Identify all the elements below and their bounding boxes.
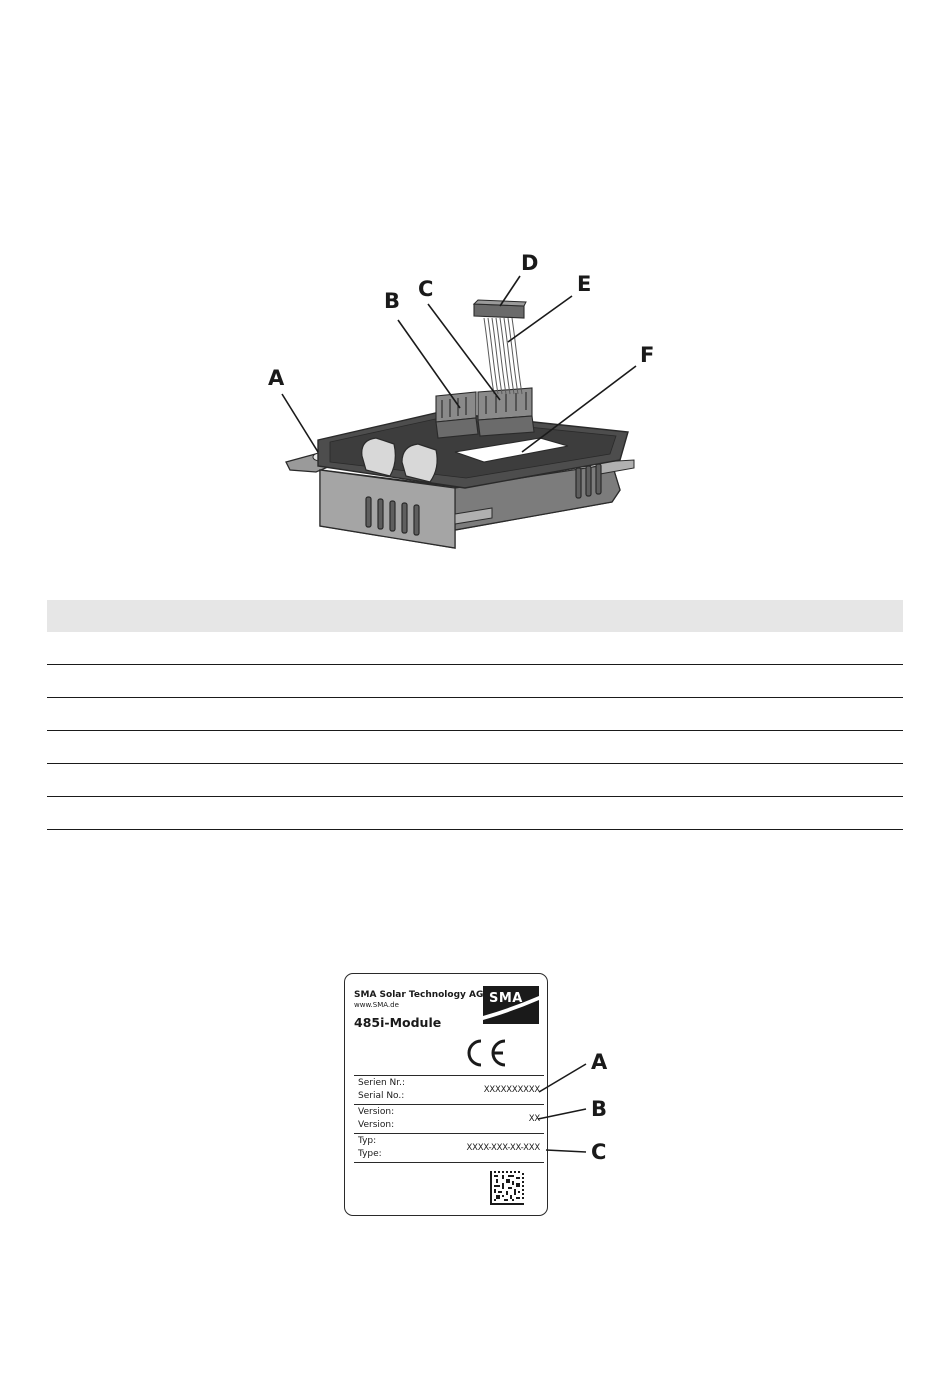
table-header-cell [47,600,186,632]
version-field [354,1104,544,1134]
table-row [47,698,903,731]
callout-d: D [521,251,539,275]
logo-text: SMA [489,991,523,1006]
label-callout-c: C [591,1140,607,1164]
serial-number-field [354,1075,544,1105]
field-label-en: Type: [358,1149,382,1159]
callout-e: E [577,272,592,296]
type-field [354,1133,544,1163]
table-row [47,764,903,797]
manufacturer-website: www.SMA.de [354,1001,399,1009]
field-divider [354,1162,544,1163]
type-label-figure [344,973,550,1218]
callout-c: C [418,277,434,301]
callout-a: A [268,366,285,390]
field-label-en: Version: [358,1120,395,1130]
callout-f: F [640,343,655,367]
field-label-de: Serien Nr.: [358,1078,406,1088]
manufacturer-name: SMA Solar Technology AG [354,990,484,1000]
field-value: XX [528,1114,540,1124]
module-drawing [0,240,950,560]
field-label-en: Serial No.: [358,1091,405,1101]
label-callout-a: A [591,1050,608,1074]
callout-b: B [384,289,401,313]
field-label-de: Version: [358,1107,395,1117]
table-row [47,731,903,764]
table-header-row [47,600,903,632]
product-name: 485i-Module [354,1015,442,1030]
table-header-cell [186,600,903,632]
table-row [47,797,903,830]
sma-logo [483,986,539,1024]
type-label [344,973,548,1216]
parts-table [47,600,903,830]
field-label-de: Typ: [358,1136,377,1146]
label-callout-b: B [591,1097,608,1121]
field-value: XXXX-XXX-XX-XXX [466,1143,540,1153]
table-row [47,665,903,698]
field-value: XXXXXXXXXX [483,1085,540,1095]
ce-mark-icon [461,1037,511,1069]
module-illustration [0,240,950,560]
data-matrix-code-icon [490,1171,524,1205]
table-row [47,632,903,665]
